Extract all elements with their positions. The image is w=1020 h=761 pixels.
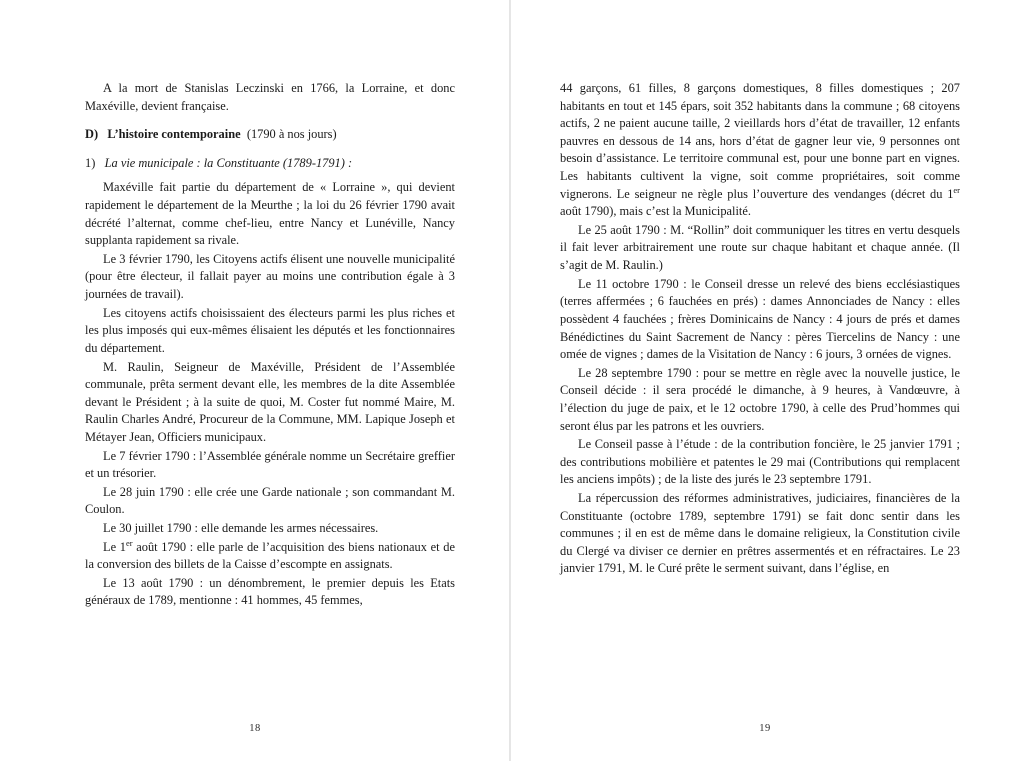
subsection-number: 1) <box>85 155 96 170</box>
section-heading-label: D) <box>85 127 99 142</box>
paragraph: Les citoyens actifs choisissaient des électeurs parmi les plus riches et les plus imposés qui eux-mêmes élisaient les députés et les fonctionnaires du département. <box>85 305 455 355</box>
paragraph: Le 7 février 1790 : l’Assemblée générale nomme un Secrétaire greffier et un trésorier. <box>85 448 455 481</box>
page-right <box>510 0 1020 761</box>
paragraph: M. Raulin, Seigneur de Maxéville, Président de l’Assemblée communale, prêta serment devant elle, les membres de la dite Assemblée devant le Président ; à la suite de quoi, M. Coster fut nommé Maire, M. Raulin Charles André, Procureur de la Commune, MM. Lapique Joseph et Métayer Jean, Officiers municipaux. <box>85 359 455 444</box>
page-number-left: 18 <box>249 723 261 734</box>
subsection-heading <box>85 155 455 173</box>
section-heading <box>85 126 455 144</box>
paragraph: Le Conseil passe à l’étude : de la contribution foncière, le 25 janvier 1791 ; des contributions mobilière et patentes le 29 mai (Contributions qui remplacent les anciens impôts) ; de la liste des jurés le 23 septembre 1791. <box>560 437 960 487</box>
section-heading-title: L’histoire contemporaine <box>107 127 241 142</box>
paragraph: Le 25 août 1790 : M. “Rollin” doit communiquer les titres en vertu desquels il fait lever arbitrairement une route sur chaque habitant et chaque année. (Il s’agit de M. Raulin.) <box>560 222 960 273</box>
left-column-text <box>85 80 455 610</box>
paragraph: La répercussion des réformes administratives, judiciaires, financières de la Constituante (octobre 1789, septembre 1791) se fait donc sentir dans les communes ; il en est de même dans le domaine religieux, la Constitution civile du Clergé va diviser ce dernier en prêtres assermentés et en réfractaires. Le 23 janvier 1791, M. le Curé prête le serment suivant, dans l’église, en <box>560 491 960 576</box>
spacer <box>85 115 455 126</box>
paragraph: Le 13 août 1790 : un dénombrement, le premier depuis les Etats généraux de 1789, mentionne : 41 hommes, 45 femmes, <box>85 575 455 608</box>
paragraph: Maxéville fait partie du département de « Lorraine », qui devient rapidement le département de la Meurthe ; la loi du 26 février 1790 avait décrété l’alternat, comme chef-lieu, entre Nancy et Lunéville, Nancy supplanta rapidement sa rivale. <box>85 180 455 248</box>
paragraph: Le 1er août 1790 : elle parle de l’acquisition des biens nationaux et de la conversion des billets de la Caisse d’escompte en assignats. <box>85 537 455 572</box>
paragraph: 44 garçons, 61 filles, 8 garçons domestiques, 8 filles domestiques ; 207 habitants en tout et 145 épars, soit 352 habitants dans la commune ; 68 citoyens actifs, 2 ne paient aucune taille, 2 vieillards hors d’état de travailler, 12 enfants pauvres en dessous de 14 ans, hors d’état de gagner leur vie, 9 personnes ont besoin d’assistance. Le territoire communal est, pour une bonne part en vignes. Les habitants cultivent la vigne, soit comme propriétaires, soit comme vignerons. Le seigneur ne règle plus l’ouverture des vendanges (décret du 1er août 1790), mais c’est la Municipalité. <box>560 81 960 219</box>
paragraph: A la mort de Stanislas Leczinski en 1766, la Lorraine, et donc Maxéville, devient française. <box>85 81 455 113</box>
paragraph: Le 28 juin 1790 : elle crée une Garde nationale ; son commandant M. Coulon. <box>85 484 455 517</box>
spacer <box>85 172 455 179</box>
paragraph: Le 3 février 1790, les Citoyens actifs élisent une nouvelle municipalité (pour être électeur, il fallait payer au moins une contribution égale à 3 journées de travail). <box>85 251 455 302</box>
page-number-right: 19 <box>759 723 771 734</box>
subsection-title: La vie municipale : la Constituante (1789-1791) : <box>104 155 353 170</box>
paragraph: Le 11 octobre 1790 : le Conseil dresse un relevé des biens ecclésiastiques (terres affermées ; 6 fauchées en prés) : dames Annonciades de Nancy : elles possèdent 4 fauchées ; frères Dominicains de Nancy : 4 jours de prés et dames Bénédictines du Saint Sacrement de Nancy : pères Tiercelins de Nancy : une omée de vignes ; dames de la Visitation de Nancy : 6 jours, 3 ornées de vignes. <box>560 276 960 362</box>
paragraph: Le 30 juillet 1790 : elle demande les armes nécessaires. <box>103 521 379 536</box>
right-column-text <box>560 80 960 578</box>
section-heading-suffix: (1790 à nos jours) <box>246 127 337 142</box>
spacer <box>85 144 455 155</box>
paragraph: Le 28 septembre 1790 : pour se mettre en règle avec la nouvelle justice, le Conseil décide : il sera procédé le dimanche, à 9 heures, à Vandœuvre, à l’élection du juge de paix, et le 12 octobre 1790, à celle des Prud’hommes qui seront élus par les patrons et les ouvriers. <box>560 365 960 433</box>
